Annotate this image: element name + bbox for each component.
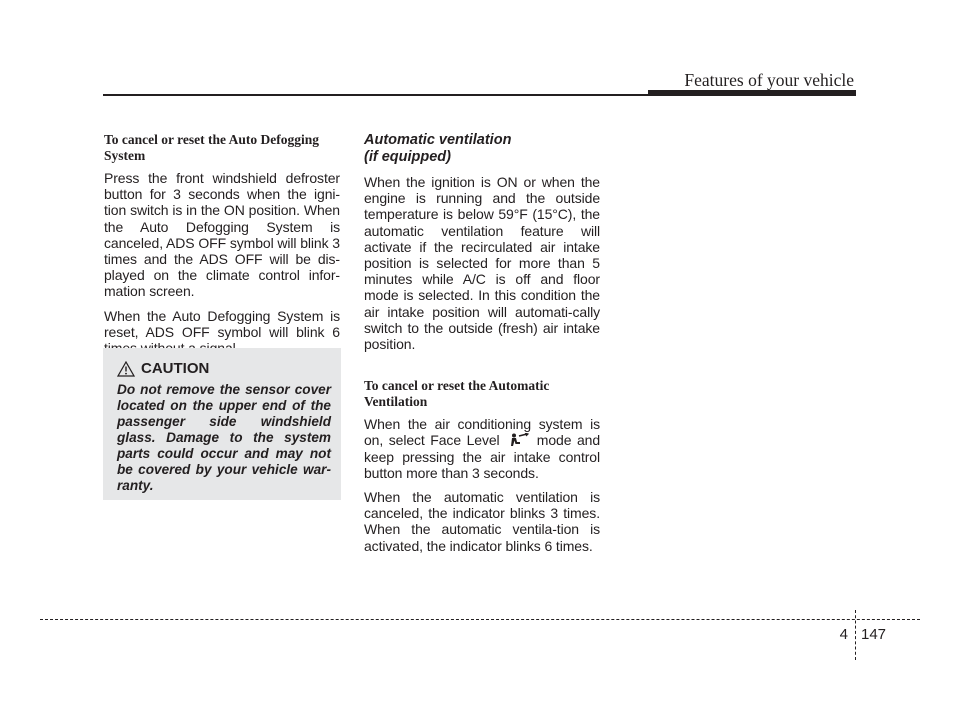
auto-ventilation-paragraph-2 <box>364 416 600 481</box>
auto-defog-paragraph-2: When the Auto Defogging System is reset, ADS OFF symbol will blink 6 <box>104 307 340 340</box>
chapter-number: 4 <box>839 626 848 643</box>
warning-triangle-icon <box>117 361 135 377</box>
caution-label: CAUTION <box>141 360 210 377</box>
auto-ventilation-heading <box>364 132 600 166</box>
auto-ventilation-paragraph-1: When the ignition is ON or when the engine is running and the outside temperature is below 59°F (15°C), the automatic ventilation feature will activate if the recirculated air intake position is selected for more than 5 minutes while A/C is off and floor mode is selected. In this condition the air intake position will automati-cally switch to the outside (fresh) air intake position. <box>364 174 600 353</box>
face-level-mode-icon <box>505 433 531 447</box>
page-separator <box>855 610 856 660</box>
caution-text: Do not remove the sensor cover located on the upper end of the passenger side windshield glass. Damage to the system parts could occur and may not be covered by your vehicle war-ranty. <box>117 382 331 493</box>
middle-column <box>364 132 600 562</box>
auto-ventilation-heading-line2: (if equipped) <box>364 149 451 165</box>
caution-box <box>103 348 341 500</box>
auto-defog-paragraph-1: Press the front windshield defroster button for 3 seconds when the igni-tion switch is in the ON position. When the Auto Defogging System is canceled, ADS OFF symbol will blink 3 times and the ADS OFF will be dis-played on the climate control infor-mation screen. <box>104 170 340 300</box>
left-column <box>104 132 340 364</box>
auto-defog-subheading: To cancel or reset the Auto Defogging System <box>104 132 319 163</box>
header-accent-bar <box>648 90 856 96</box>
footer-rule <box>40 619 920 620</box>
auto-ventilation-paragraph-3: When the automatic ventilation is canceled, the indicator blinks 3 times. When the automatic ventila-tion is activated, the indicator blinks 6 times. <box>364 489 600 554</box>
auto-ventilation-subheading: To cancel or reset the Automatic Ventilation <box>364 378 550 410</box>
header-section-title: Features of your vehicle <box>684 70 854 90</box>
paragraph-2-after-icon: mode and keep pressing the air intake control button more than 3 seconds. <box>364 432 601 481</box>
auto-ventilation-heading-line1: Automatic ventilation <box>364 132 512 148</box>
page-number: 147 <box>861 626 887 643</box>
paragraph-2-before-icon: When the air conditioning system is on, select Face Level <box>364 416 600 449</box>
caution-title <box>117 360 209 377</box>
